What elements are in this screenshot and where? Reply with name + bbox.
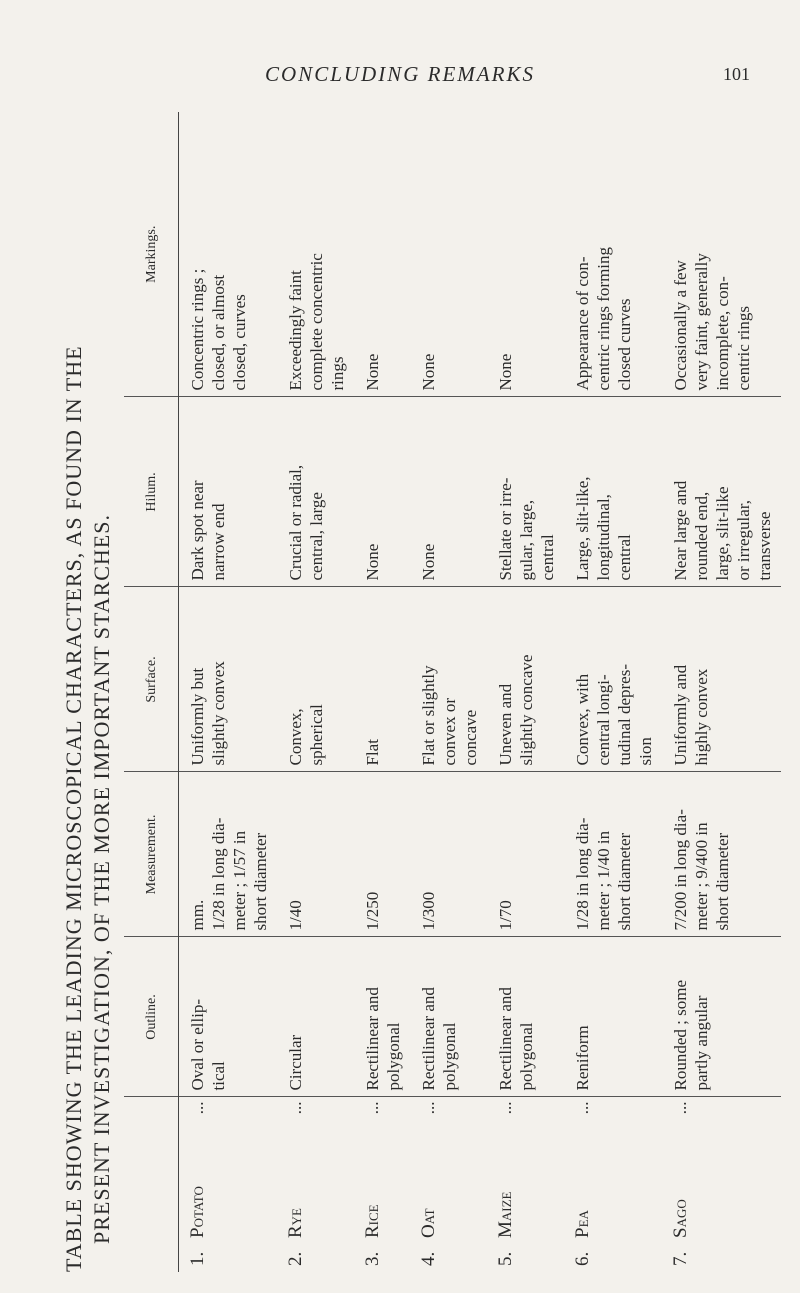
starch-name-cell: 2.Rye ... xyxy=(285,1101,306,1266)
outline-cell: Circular xyxy=(277,937,354,1097)
measurement-cell: 7/200 in long dia- meter ; 9/400 in short diameter xyxy=(662,772,781,937)
surface-cell: Flat or slightly convex or concave xyxy=(410,587,487,772)
hilum-cell: Stellate or irre- gular, large, central xyxy=(487,397,564,587)
measurement-cell: 1/70 xyxy=(487,772,564,937)
measurement-cell: mm. 1/28 in long dia- meter ; 1/57 in short diameter xyxy=(179,772,278,937)
table-row xyxy=(410,112,487,1272)
outline-cell: Rectilinear and polygonal xyxy=(487,937,564,1097)
hilum-cell: Dark spot near narrow end xyxy=(179,397,278,587)
column-header-markings: Markings. xyxy=(124,112,179,397)
running-title: CONCLUDING REMARKS xyxy=(265,62,535,86)
hilum-cell: None xyxy=(354,397,410,587)
surface-cell: Uniformly but slightly convex xyxy=(179,587,278,772)
measurement-cell: 1/300 xyxy=(410,772,487,937)
surface-cell: Convex, spherical xyxy=(277,587,354,772)
hilum-cell: Large, slit-like, longitudinal, central xyxy=(564,397,662,587)
markings-cell: None xyxy=(354,112,410,397)
surface-cell: Flat xyxy=(354,587,410,772)
table-row xyxy=(277,112,354,1272)
measurement-cell: 1/40 xyxy=(277,772,354,937)
starch-name-cell: 4.Oat ... xyxy=(418,1101,439,1266)
column-header-surface: Surface. xyxy=(124,587,179,772)
outline-cell: Rectilinear and polygonal xyxy=(354,937,410,1097)
page-number: 101 xyxy=(723,64,750,84)
column-header-measurement: Measurement. xyxy=(124,772,179,937)
column-header-outline: Outline. xyxy=(124,937,179,1097)
table-row xyxy=(564,112,662,1272)
markings-cell: Concentric rings ; closed, or almost closed, curves xyxy=(179,112,278,397)
table-row xyxy=(662,112,781,1272)
hilum-cell: Crucial or radial, central, large xyxy=(277,397,354,587)
column-header-hilum: Hilum. xyxy=(124,397,179,587)
markings-cell: Occasionally a few very faint, generally incomplete, con- centric rings xyxy=(662,112,781,397)
outline-cell: Reniform xyxy=(564,937,662,1097)
caption-line-2: PRESENT INVESTIGATION, OF THE MORE IMPORTANT STARCHES. xyxy=(89,514,114,1244)
starch-table xyxy=(124,112,781,1272)
surface-cell: Convex, with central longi- tudinal depres- sion xyxy=(564,587,662,772)
outline-cell: Rounded ; some partly angular xyxy=(662,937,781,1097)
starch-name-cell: 5.Maize ... xyxy=(495,1101,516,1266)
hilum-cell: Near large and rounded end, large, slit-like or irregular, transverse xyxy=(662,397,781,587)
markings-cell: Appearance of con- centric rings forming closed curves xyxy=(564,112,662,397)
starch-name-cell: 3.Rice ... xyxy=(362,1101,383,1266)
table-row xyxy=(179,112,278,1272)
page-header xyxy=(0,62,800,92)
table-row xyxy=(487,112,564,1272)
surface-cell: Uneven and slightly concave xyxy=(487,587,564,772)
starch-name-cell: 7.Sago ... xyxy=(670,1101,691,1266)
measurement-cell: 1/28 in long dia- meter ; 1/40 in short diameter xyxy=(564,772,662,937)
rotated-table-block xyxy=(60,112,774,1272)
caption-line-1: TABLE SHOWING THE LEADING MICROSCOPICAL CHARACTERS, AS FOUND IN THE xyxy=(61,345,86,1272)
starch-name-cell: 1.Potato ... xyxy=(187,1101,208,1266)
outline-cell: Rectilinear and polygonal xyxy=(410,937,487,1097)
table-header-row xyxy=(124,112,179,1272)
markings-cell: None xyxy=(410,112,487,397)
column-header-name xyxy=(124,1097,179,1272)
markings-cell: None xyxy=(487,112,564,397)
outline-cell: Oval or ellip- tical xyxy=(179,937,278,1097)
measurement-cell: 1/250 xyxy=(354,772,410,937)
starch-name-cell: 6.Pea ... xyxy=(572,1101,593,1266)
hilum-cell: None xyxy=(410,397,487,587)
table-caption xyxy=(60,112,116,1272)
markings-cell: Exceedingly faint complete concentric rings xyxy=(277,112,354,397)
surface-cell: Uniformly and highly convex xyxy=(662,587,781,772)
table-row xyxy=(354,112,410,1272)
